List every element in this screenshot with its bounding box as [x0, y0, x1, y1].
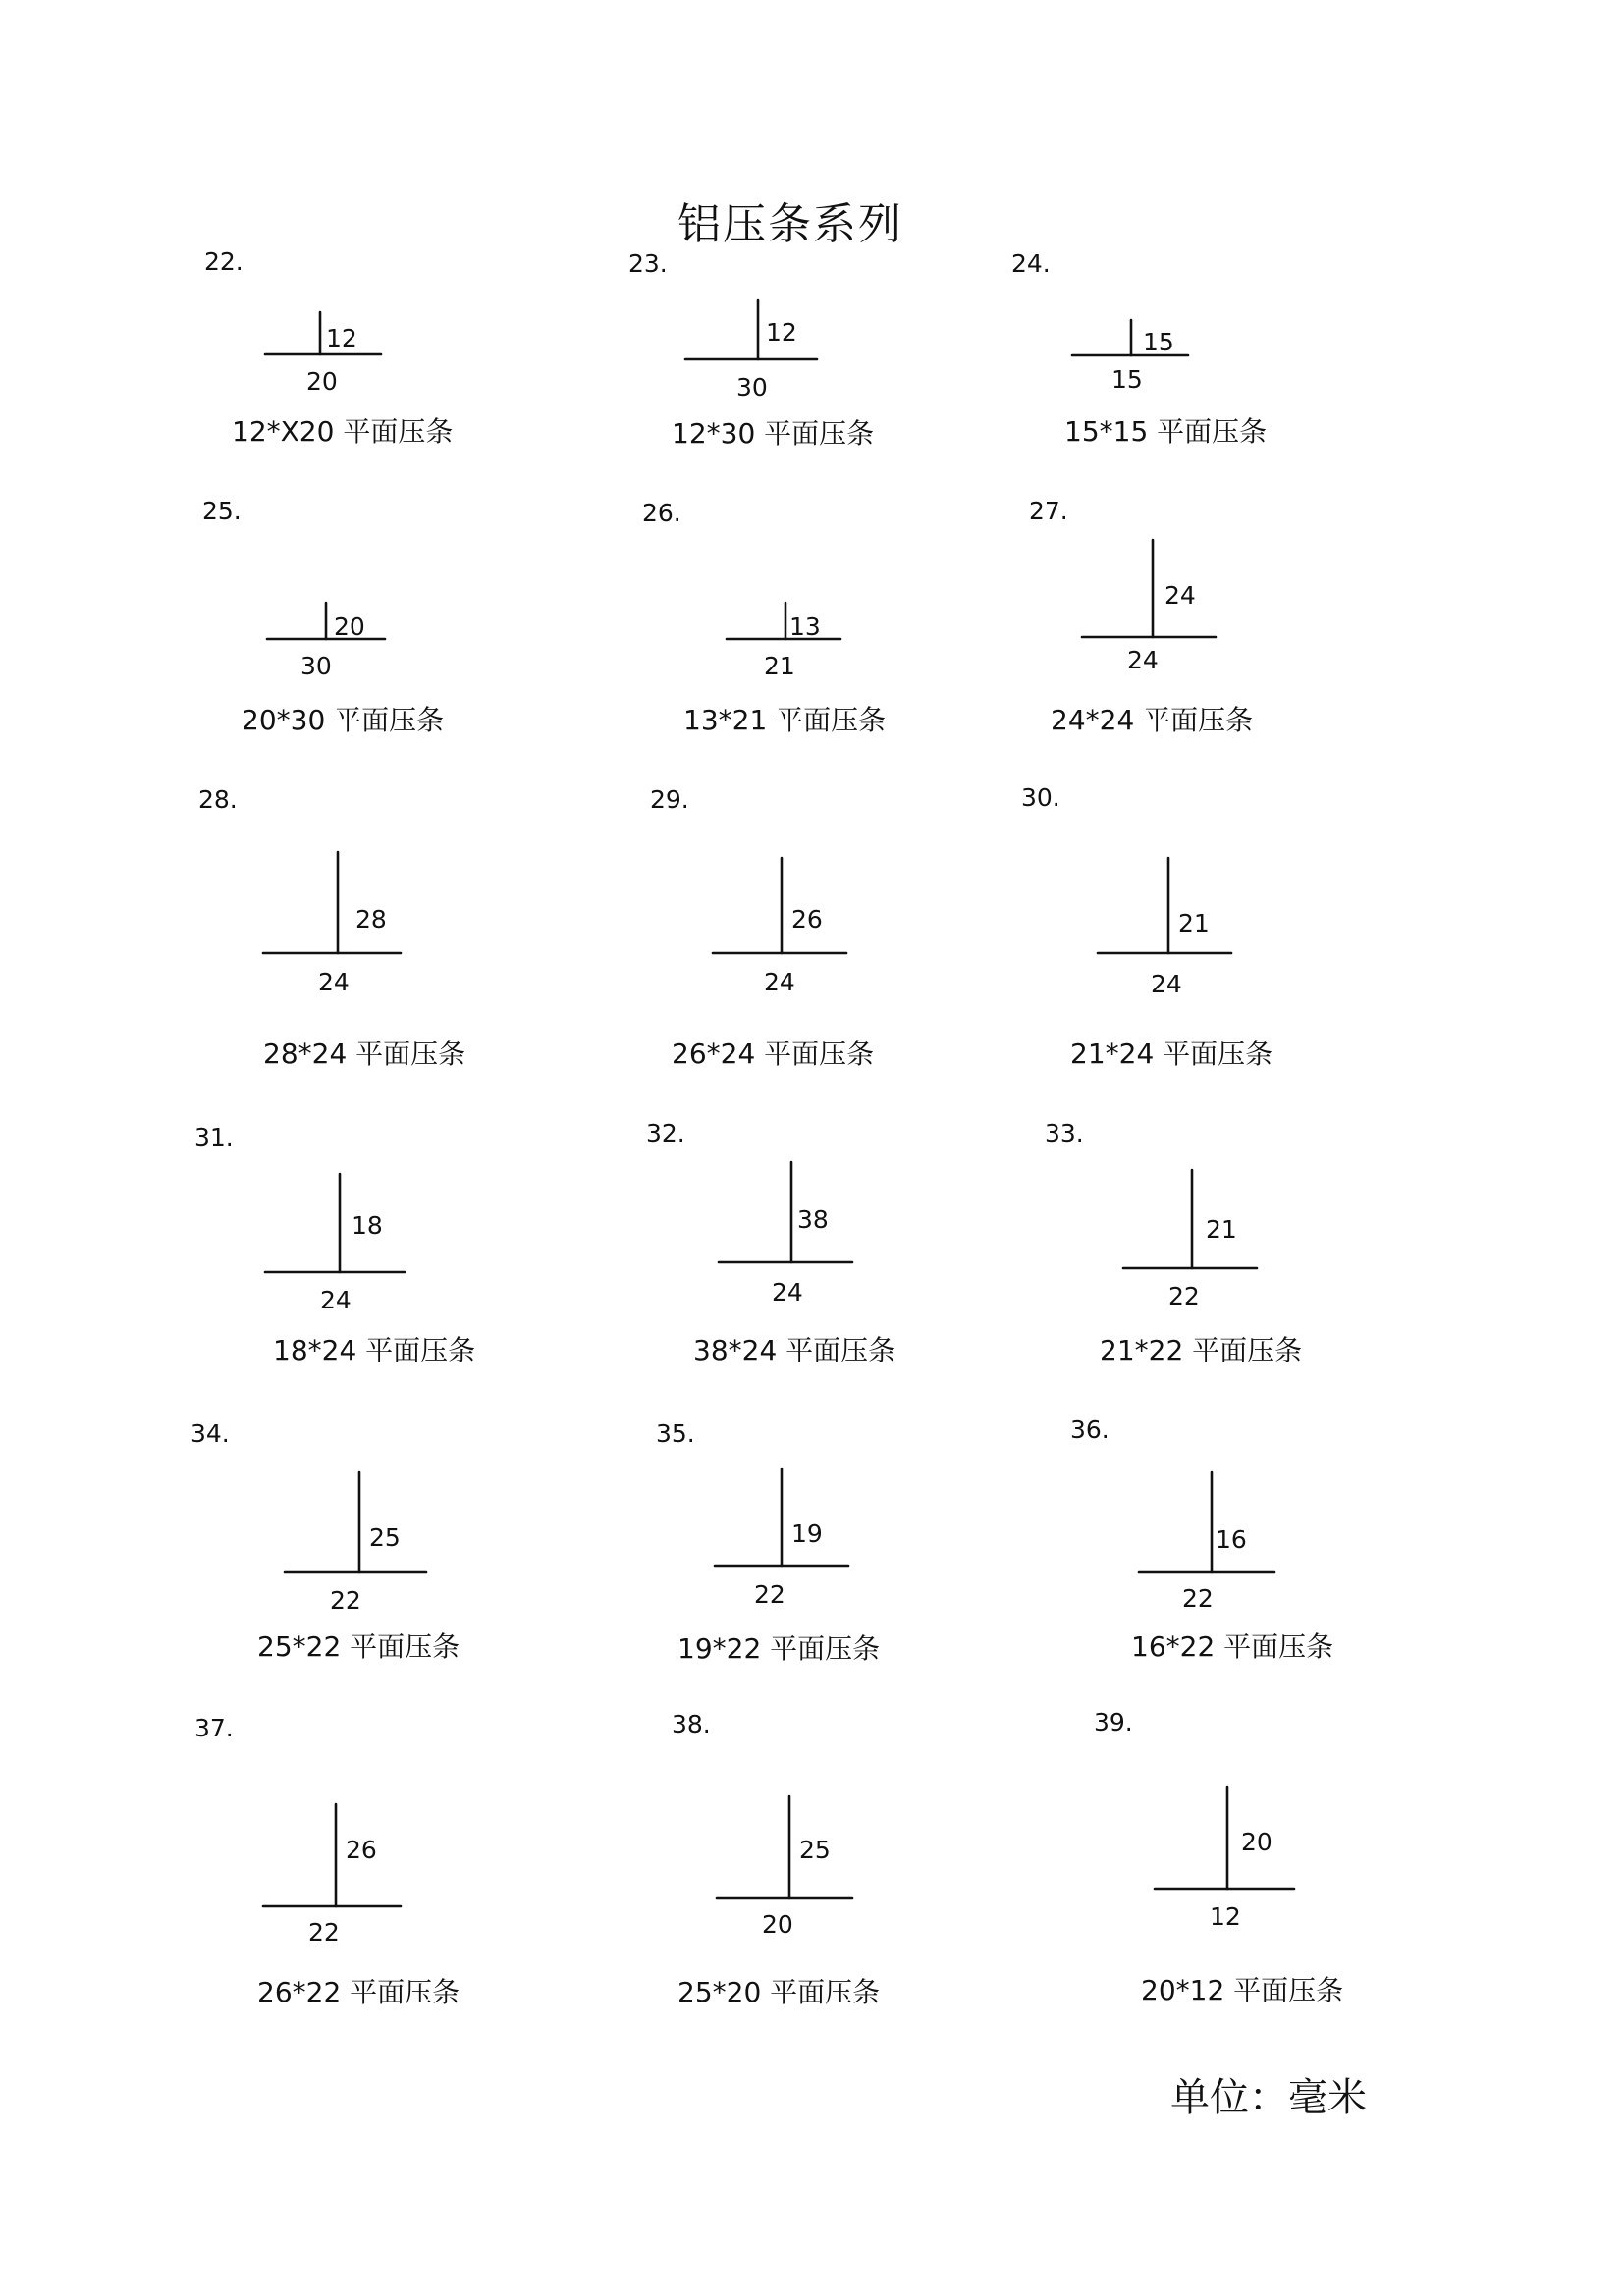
profile-caption: 24*24 平面压条 [1051, 704, 1254, 736]
item-number: 38. [672, 1710, 711, 1738]
horizontal-dimension: 12 [1210, 1902, 1241, 1931]
item-number: 24. [1011, 249, 1051, 278]
item-number: 37. [194, 1714, 234, 1742]
item-number: 30. [1021, 783, 1060, 812]
vertical-dimension: 38 [797, 1205, 829, 1234]
profile-caption: 21*24 平面压条 [1070, 1038, 1273, 1070]
vertical-dimension: 20 [1241, 1828, 1272, 1856]
profile-caption: 13*21 平面压条 [683, 704, 887, 736]
profile-caption: 19*22 平面压条 [677, 1632, 881, 1665]
vertical-dimension: 16 [1216, 1525, 1247, 1554]
item-number: 27. [1029, 497, 1068, 525]
vertical-dimension: 28 [355, 905, 387, 934]
item-number: 29. [650, 785, 689, 814]
vertical-dimension: 26 [346, 1836, 377, 1864]
profile-caption: 25*20 平面压条 [677, 1976, 881, 2008]
horizontal-dimension: 20 [762, 1910, 793, 1939]
item-number: 35. [656, 1419, 695, 1448]
item-number: 25. [202, 497, 242, 525]
profile-caption: 21*22 平面压条 [1100, 1334, 1303, 1366]
horizontal-dimension: 20 [306, 367, 338, 396]
profile-caption: 25*22 平面压条 [257, 1630, 460, 1663]
profile-caption: 28*24 平面压条 [263, 1038, 466, 1070]
page-title: 铝压条系列 [677, 199, 903, 249]
profile-caption: 20*30 平面压条 [242, 704, 445, 736]
horizontal-dimension: 22 [1182, 1584, 1214, 1613]
item-number: 28. [198, 785, 238, 814]
horizontal-dimension: 24 [772, 1278, 803, 1307]
horizontal-dimension: 24 [1151, 970, 1182, 998]
vertical-dimension: 19 [791, 1520, 823, 1548]
profile-caption: 12*X20 平面压条 [232, 415, 454, 448]
horizontal-dimension: 22 [1168, 1282, 1200, 1310]
horizontal-dimension: 24 [1127, 646, 1159, 674]
profile-caption: 38*24 平面压条 [693, 1334, 896, 1366]
item-number: 26. [642, 499, 681, 527]
horizontal-dimension: 24 [320, 1286, 352, 1314]
vertical-dimension: 21 [1178, 909, 1210, 937]
vertical-dimension: 26 [791, 905, 823, 934]
profile-caption: 12*30 平面压条 [672, 417, 875, 450]
horizontal-dimension: 22 [330, 1586, 361, 1615]
profile-caption: 26*24 平面压条 [672, 1038, 875, 1070]
horizontal-dimension: 21 [764, 652, 795, 680]
horizontal-dimension: 24 [764, 968, 795, 996]
profile-caption: 26*22 平面压条 [257, 1976, 460, 2008]
item-number: 34. [190, 1419, 230, 1448]
item-number: 31. [194, 1123, 234, 1151]
item-number: 39. [1094, 1708, 1133, 1736]
profile-caption: 18*24 平面压条 [273, 1334, 476, 1366]
item-number: 36. [1070, 1415, 1110, 1444]
vertical-dimension: 25 [369, 1523, 401, 1552]
item-number: 33. [1045, 1119, 1084, 1148]
profile-caption: 15*15 平面压条 [1064, 415, 1268, 448]
vertical-dimension: 25 [799, 1836, 831, 1864]
vertical-dimension: 24 [1164, 581, 1196, 610]
item-number: 22. [204, 247, 244, 276]
horizontal-dimension: 30 [736, 373, 768, 401]
vertical-dimension: 20 [334, 613, 365, 641]
horizontal-dimension: 15 [1111, 365, 1143, 394]
vertical-dimension: 18 [352, 1211, 383, 1240]
horizontal-dimension: 22 [308, 1918, 340, 1947]
vertical-dimension: 13 [789, 613, 821, 641]
profile-caption: 16*22 平面压条 [1131, 1630, 1334, 1663]
vertical-dimension: 21 [1206, 1215, 1237, 1244]
profile-caption: 20*12 平面压条 [1141, 1974, 1344, 2006]
vertical-dimension: 15 [1143, 328, 1174, 356]
horizontal-dimension: 24 [318, 968, 350, 996]
item-number: 32. [646, 1119, 685, 1148]
item-number: 23. [628, 249, 668, 278]
vertical-dimension: 12 [766, 318, 797, 347]
vertical-dimension: 12 [326, 324, 357, 352]
horizontal-dimension: 22 [754, 1580, 785, 1609]
horizontal-dimension: 30 [300, 652, 332, 680]
unit-label: 单位：毫米 [1170, 2075, 1367, 2120]
